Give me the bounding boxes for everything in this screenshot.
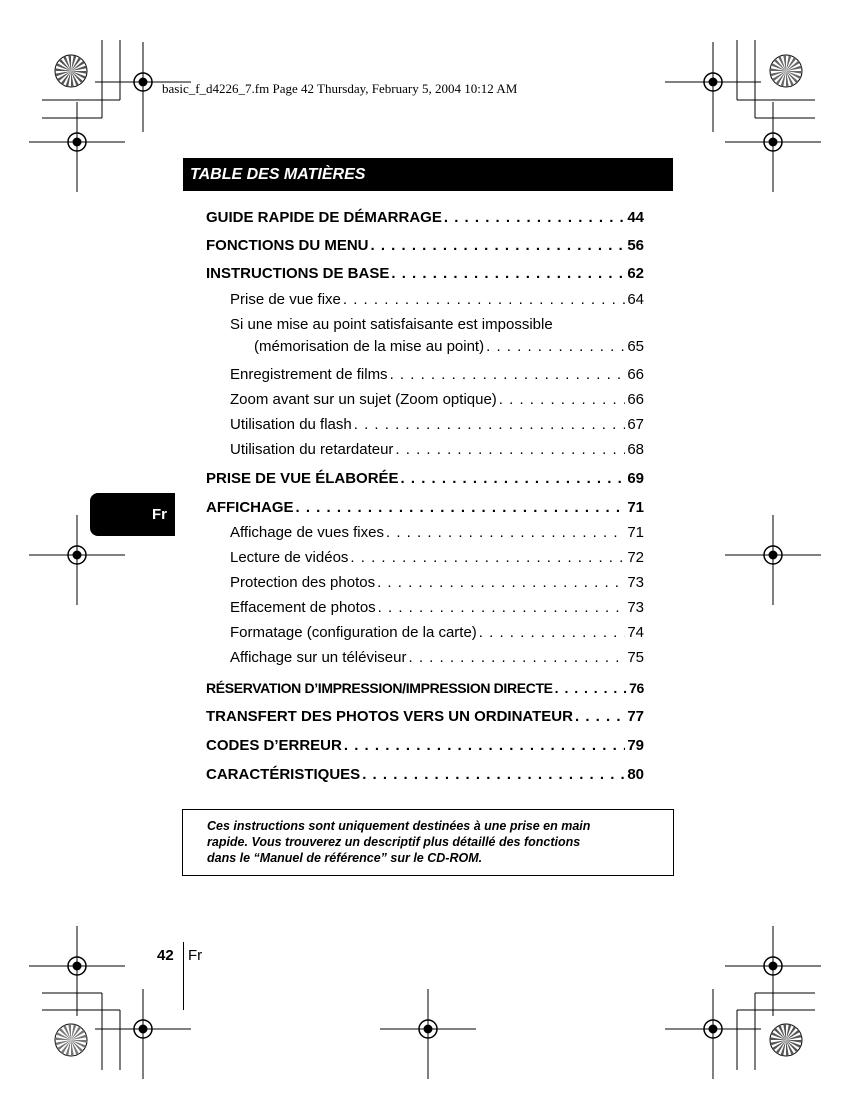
- toc-entry-mise-au-point[interactable]: [206, 309, 644, 333]
- color-rosette-icon: [55, 1024, 87, 1056]
- toc-entry-page: 75: [627, 649, 644, 666]
- toc-entry-label: CARACTÉRISTIQUES: [206, 766, 361, 783]
- toc-entry-label: Effacement de photos: [230, 599, 376, 616]
- toc-entry-page: 62: [627, 265, 644, 282]
- toc-entry-page: 77: [627, 708, 644, 725]
- toc-entry-page: 68: [627, 441, 644, 458]
- toc-entry-page: 56: [627, 237, 644, 254]
- toc-title: TABLE DES MATIÈRES: [183, 158, 673, 191]
- toc-entry-page: 67: [627, 416, 644, 433]
- toc-entry-prise-vue-fixe[interactable]: [206, 284, 644, 308]
- toc-entry-label: Utilisation du retardateur: [230, 441, 394, 458]
- toc-entry-label: PRISE DE VUE ÉLABORÉE: [206, 470, 399, 487]
- page-language: Fr: [188, 947, 203, 964]
- toc-entry-label: TRANSFERT DES PHOTOS VERS UN ORDINATEUR: [206, 708, 573, 725]
- toc-entry-page: 71: [627, 499, 644, 516]
- toc-entry-page: 71: [627, 524, 644, 541]
- toc-entry-transfert[interactable]: [206, 701, 644, 725]
- toc-entry-label: Formatage (configuration de la carte): [230, 624, 477, 641]
- toc-entry-page: 79: [627, 737, 644, 754]
- toc-entry-label: Affichage de vues fixes: [230, 524, 384, 541]
- toc-entry-films[interactable]: [206, 359, 644, 383]
- toc-entry-label: INSTRUCTIONS DE BASE: [206, 265, 390, 282]
- toc-entry-label: Protection des photos: [230, 574, 376, 591]
- toc-entry-page: 73: [627, 599, 644, 616]
- file-slug-header: basic_f_d4226_7.fm Page 42 Thursday, February 5, 2004 10:12 AM: [162, 81, 518, 96]
- note-line: dans le “Manuel de référence” sur le CD-ROM.: [207, 851, 483, 865]
- registration-target-icon: [725, 515, 821, 605]
- footer-divider: [183, 942, 184, 1010]
- toc-entry-caracteristiques[interactable]: [206, 759, 644, 783]
- registration-target-icon: [665, 989, 761, 1079]
- toc-entry-affichage[interactable]: [206, 492, 644, 516]
- toc-entry-page: 69: [627, 470, 644, 487]
- toc-entry-label: GUIDE RAPIDE DE DÉMARRAGE: [206, 209, 442, 226]
- registration-target-icon: [665, 42, 761, 132]
- page-number: 42: [157, 947, 174, 964]
- toc-entry-effacement[interactable]: [206, 592, 644, 616]
- registration-target-icon: [95, 989, 191, 1079]
- toc-entry-label: CODES D’ERREUR: [206, 737, 342, 754]
- color-rosette-icon: [770, 1024, 802, 1056]
- toc-entry-guide-rapide[interactable]: [206, 202, 644, 226]
- toc-entry-label: (mémorisation de la mise au point): [254, 338, 485, 355]
- toc-entry-label: Affichage sur un téléviseur: [230, 649, 407, 666]
- color-rosette-icon: [55, 55, 87, 87]
- toc-entry-televiseur[interactable]: [206, 642, 644, 666]
- toc-entry-label: Utilisation du flash: [230, 416, 352, 433]
- note-line: Ces instructions sont uniquement destinées à une prise en main: [207, 819, 591, 833]
- toc-entry-retardateur[interactable]: [206, 434, 644, 458]
- toc-entry-page: 64: [627, 291, 644, 308]
- toc-entry-page: 44: [627, 209, 644, 226]
- toc-entry-page: 72: [627, 549, 644, 566]
- color-rosette-icon: [770, 55, 802, 87]
- registration-target-icon: [380, 989, 476, 1079]
- toc-entry-page: 74: [627, 624, 644, 641]
- toc-entry-page: 76: [629, 680, 644, 696]
- toc-entry-formatage[interactable]: [206, 617, 644, 641]
- registration-target-icon: [725, 926, 821, 1016]
- toc-entry-prise-vue-elaboree[interactable]: [206, 463, 644, 487]
- toc-entry-label: Enregistrement de films: [230, 366, 388, 383]
- toc-entry-page: 65: [627, 338, 644, 355]
- toc-entry-page: 66: [627, 391, 644, 408]
- toc-entry-page: 80: [627, 766, 644, 783]
- toc-entry-fonctions-menu[interactable]: [206, 230, 644, 254]
- toc-entry-codes-erreur[interactable]: [206, 730, 644, 754]
- toc-entry-page: 66: [627, 366, 644, 383]
- toc-entry-label: Prise de vue fixe: [230, 291, 341, 308]
- toc-entry-label: FONCTIONS DU MENU: [206, 237, 369, 254]
- language-tab: Fr: [90, 493, 175, 536]
- registration-target-icon: [29, 926, 125, 1016]
- toc-entry-label: Zoom avant sur un sujet (Zoom optique): [230, 391, 497, 408]
- toc-entry-reservation-impression[interactable]: [206, 672, 644, 696]
- note-box: [182, 809, 674, 876]
- toc-entry-flash[interactable]: [206, 409, 644, 433]
- toc-entry-memorisation[interactable]: [206, 331, 644, 355]
- toc-entry-protection[interactable]: [206, 567, 644, 591]
- registration-target-icon: [29, 102, 125, 192]
- toc-entry-label: AFFICHAGE: [206, 499, 294, 516]
- note-line: rapide. Vous trouverez un descriptif plus détaillé des fonctions: [207, 835, 581, 849]
- toc-entry-label: RÉSERVATION D’IMPRESSION/IMPRESSION DIRECTE: [206, 680, 553, 696]
- registration-target-icon: [725, 102, 821, 192]
- toc-entry-page: 73: [627, 574, 644, 591]
- toc-entry-label: Lecture de vidéos: [230, 549, 349, 566]
- toc-entry-label: Si une mise au point satisfaisante est impossible: [230, 316, 553, 333]
- toc-entry-zoom[interactable]: [206, 384, 644, 408]
- toc-entry-instructions-base[interactable]: [206, 258, 644, 282]
- toc-entry-videos[interactable]: [206, 542, 644, 566]
- toc-entry-vues-fixes[interactable]: [206, 517, 644, 541]
